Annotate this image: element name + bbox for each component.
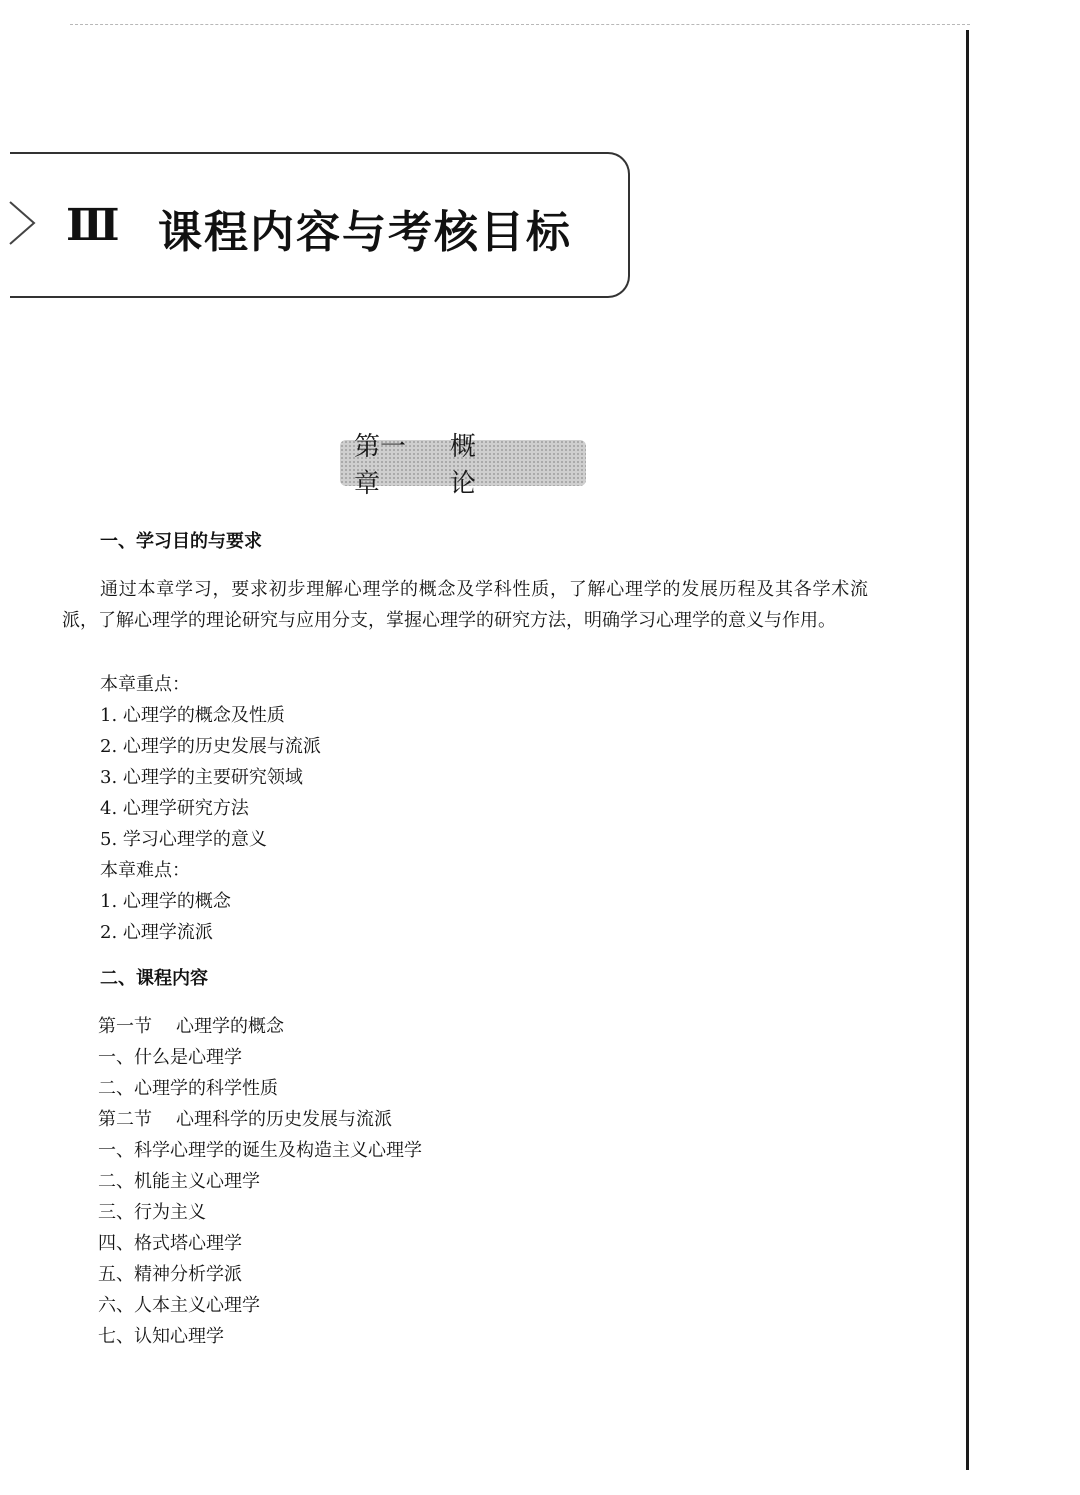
- page-margin-rule: [966, 30, 969, 1470]
- chapter-title-box: [340, 432, 586, 499]
- key-point-item: 1. 心理学的概念及性质: [100, 705, 285, 726]
- section-number: 第一节: [98, 1016, 152, 1037]
- chapter-name: 概论: [449, 432, 526, 499]
- difficult-point-item: 1. 心理学的概念: [100, 891, 231, 912]
- difficult-points-label: 本章难点：: [100, 860, 190, 881]
- section-title: 心理学的概念: [176, 1016, 284, 1037]
- content-heading: 二、课程内容: [100, 968, 208, 989]
- section-item: 五、精神分析学派: [98, 1264, 242, 1285]
- key-points-label: 本章重点：: [100, 674, 190, 695]
- section-item: 二、机能主义心理学: [98, 1171, 260, 1192]
- objectives-heading: 一、学习目的与要求: [100, 531, 262, 552]
- part-title: 课程内容与考核目标: [158, 207, 572, 258]
- section-item: 一、什么是心理学: [98, 1047, 242, 1068]
- section-number: 第二节: [98, 1109, 152, 1130]
- key-point-item: 4. 心理学研究方法: [100, 798, 249, 819]
- section-item: 二、心理学的科学性质: [98, 1078, 278, 1099]
- section-heading: [98, 1105, 392, 1131]
- section-item: 三、行为主义: [98, 1202, 206, 1223]
- section-item: 四、格式塔心理学: [98, 1233, 242, 1254]
- key-point-item: 3. 心理学的主要研究领域: [100, 767, 303, 788]
- top-edge-rule: [70, 24, 970, 25]
- difficult-point-item: 2. 心理学流派: [100, 922, 213, 943]
- section-item: 七、认知心理学: [98, 1326, 224, 1347]
- section-item: 一、科学心理学的诞生及构造主义心理学: [98, 1140, 422, 1161]
- section-title: 心理科学的历史发展与流派: [176, 1109, 392, 1130]
- section-item: 六、人本主义心理学: [98, 1295, 260, 1316]
- objectives-paragraph: 通过本章学习，要求初步理解心理学的概念及学科性质，了解心理学的发展历程及其各学术流派，了解心理学的理论研究与应用分支，掌握心理学的研究方法，明确学习心理学的意义与作用。: [62, 579, 868, 631]
- chapter-label: 第一章: [354, 432, 407, 499]
- chevron-right-icon: [0, 196, 44, 250]
- key-point-item: 2. 心理学的历史发展与流派: [100, 736, 321, 757]
- part-number: Ⅲ: [66, 200, 118, 251]
- key-point-item: 5. 学习心理学的意义: [100, 829, 267, 850]
- section-heading: [98, 1012, 284, 1038]
